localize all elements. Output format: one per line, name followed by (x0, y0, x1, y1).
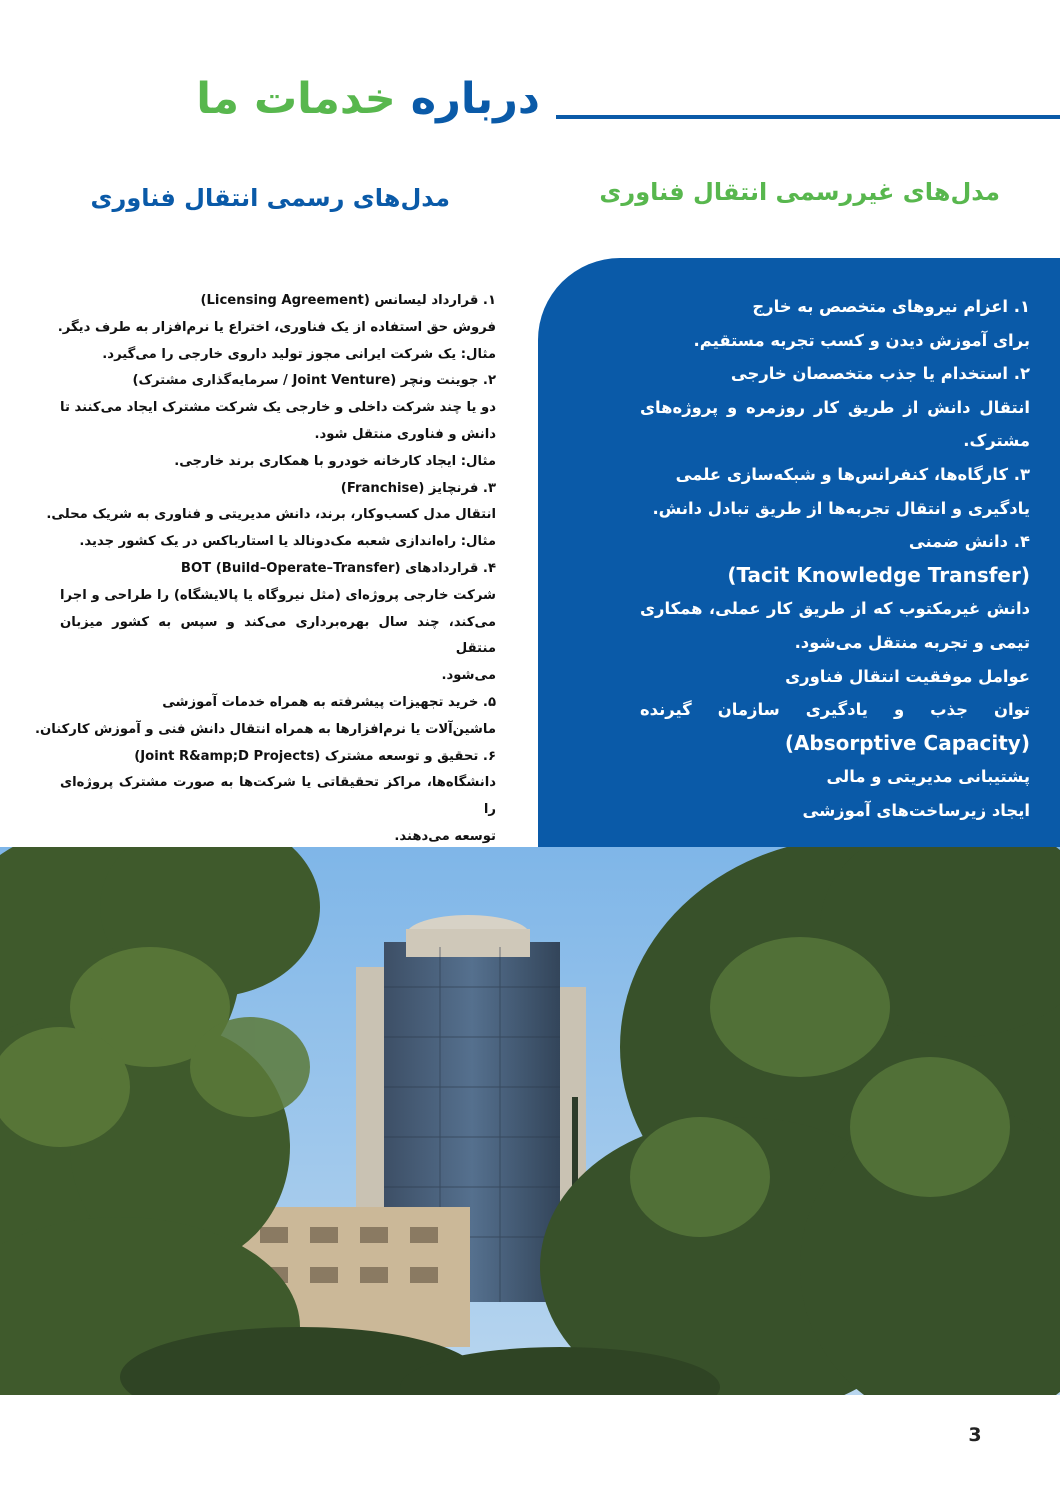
formal-line: می‌کند، چند سال بهره‌برداری می‌کند و سپس به کشور میزبان منتقل (60, 614, 496, 657)
title-rule (556, 115, 1060, 119)
formal-line: ۲. جوینت ونچر (Joint Venture / سرمایه‌گذاری مشترک) (132, 373, 496, 389)
informal-line: تیمی و تجربه منتقل می‌شود. (794, 632, 1030, 652)
formal-models-heading: مدل‌های رسمی انتقال فناوری (90, 184, 450, 212)
formal-line: مثال: ایجاد کارخانه خودرو با همکاری برند خارجی. (174, 453, 496, 469)
informal-line: ۳. کارگاه‌ها، کنفرانس‌ها و شبکه‌سازی علمی (675, 464, 1030, 484)
informal-line: ۱. اعزام نیروهای متخصص به خارج (752, 297, 1030, 316)
informal-models-list (640, 290, 1030, 828)
formal-line: می‌شود. (441, 668, 496, 684)
informal-line: پشتیبانی مدیریتی و مالی (826, 767, 1030, 787)
building-photo (0, 847, 1060, 1395)
informal-line: ۴. دانش ضمنی (908, 532, 1030, 552)
formal-line: ماشین‌آلات یا نرم‌افزارها به همراه انتقال دانش فنی و آموزش کارکنان. (35, 721, 496, 737)
formal-line: دو یا چند شرکت داخلی و خارجی یک شرکت مشترک ایجاد می‌کنند تا (60, 400, 496, 416)
formal-line: ۴. قراردادهای BOT (Build–Operate–Transfer) (180, 560, 496, 576)
formal-line: توسعه می‌دهند. (394, 828, 496, 844)
formal-models-list (35, 288, 496, 851)
informal-line: مشترک. (963, 431, 1030, 451)
informal-line: عوامل موفقیت انتقال فناوری (785, 666, 1030, 686)
formal-line: فروش حق استفاده از یک فناوری، اختراع یا نرم‌افزار به طرف دیگر. (57, 319, 496, 335)
informal-line: (Tacit Knowledge Transfer) (727, 562, 1030, 587)
formal-line: دانش و فناوری منتقل شود. (314, 426, 496, 442)
informal-line: یادگیری و انتقال تجربه‌ها از طریق تبادل دانش. (652, 498, 1030, 518)
formal-line: دانشگاه‌ها، مراکز تحقیقاتی یا شرکت‌ها به صورت مشترک پروژه‌ای را (60, 775, 496, 818)
informal-line: ایجاد زیرساخت‌های آموزشی (802, 800, 1030, 820)
page-title-part2: خدمات ما (196, 74, 396, 124)
informal-line: انتقال دانش از طریق کار روزمره و پروژه‌های (640, 397, 1030, 417)
formal-line: ۳. فرنچایز (Franchise) (340, 480, 496, 496)
informal-line: ۲. استخدام یا جذب متخصصان خارجی (730, 364, 1030, 384)
formal-line: ۶. تحقیق و توسعه مشترک (Joint R&amp;D Projects) (134, 748, 496, 764)
formal-line: ۱. قرارداد لیسانس (Licensing Agreement) (200, 293, 496, 308)
formal-line: مثال: راه‌اندازی شعبه مک‌دونالد یا استارباکس در یک کشور جدید. (79, 534, 496, 550)
informal-line: توان جذب و یادگیری سازمان گیرنده (640, 700, 1030, 720)
informal-line: دانش غیرمکتوب که از طریق کار عملی، همکاری (640, 599, 1030, 619)
page-title (170, 74, 540, 124)
formal-line: مثال: یک شرکت ایرانی مجوز تولید داروی خارجی را می‌گیرد. (102, 346, 496, 362)
informal-line: برای آموزش دیدن و کسب تجربه مستقیم. (693, 330, 1030, 350)
page-title-part1: درباره (410, 74, 540, 124)
formal-line: شرکت خارجی پروژه‌ای (مثل نیروگاه یا پالایشگاه) را طراحی و اجرا (60, 587, 496, 603)
informal-models-heading: مدل‌های غیررسمی انتقال فناوری (599, 178, 1000, 206)
formal-line: انتقال مدل کسب‌وکار، برند، دانش مدیریتی و فناوری به شریک محلی. (46, 507, 496, 523)
informal-line: (Absorptive Capacity) (784, 730, 1030, 755)
formal-line: ۵. خرید تجهیزات پیشرفته به همراه خدمات آموزشی (162, 694, 496, 710)
page-number: 3 (968, 1424, 982, 1446)
